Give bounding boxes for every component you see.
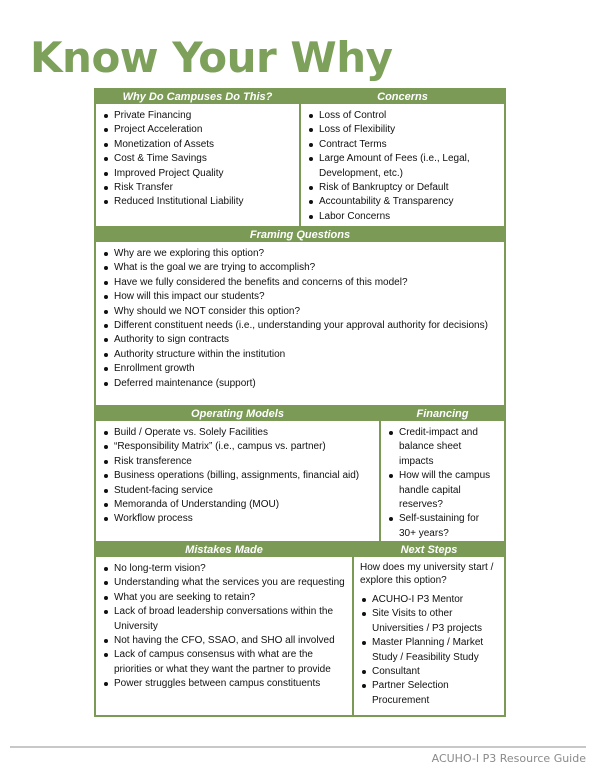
list-item: Why are we exploring this option? [114,247,498,261]
concerns-box [299,88,506,228]
footer-text: ACUHO-I P3 Resource Guide [431,752,586,765]
list-item: Risk transference [114,455,373,469]
list-item: Large Amount of Fees (i.e., Legal, Development, etc.) [319,152,498,181]
page-title: Know Your Why [30,33,393,82]
list-item: Site Visits to other Universities / P3 projects [372,607,498,636]
list-item: Lack of campus consensus with what are the priorities or what they want the partner to provide [114,648,346,677]
concerns-heading: Concerns [301,90,504,104]
list-item: Consultant [372,665,498,679]
financing-list [381,421,504,541]
list-item: Workflow process [114,512,373,526]
list-item: What you are seeking to retain? [114,591,346,605]
list-item: Self-sustaining for 30+ years? [399,512,498,541]
list-item: How will this impact our students? [114,290,498,304]
list-item: Not having the CFO, SSAO, and SHO all involved [114,634,346,648]
list-item: Authority structure within the institution [114,348,498,362]
operating-models-list [96,421,379,527]
list-item: No long-term vision? [114,562,346,576]
list-item: Lack of broad leadership conversations within the University [114,605,346,634]
framing-questions-box [94,226,506,407]
list-item: ACUHO-I P3 Mentor [372,593,498,607]
list-item: Business operations (billing, assignments, financial aid) [114,469,373,483]
framing-questions-heading: Framing Questions [96,228,504,242]
next-steps-list [354,587,504,708]
list-item: Memoranda of Understanding (MOU) [114,498,373,512]
list-item: Risk Transfer [114,181,293,195]
list-item: Power struggles between campus constituents [114,677,346,691]
list-item: Build / Operate vs. Solely Facilities [114,426,373,440]
mistakes-made-heading: Mistakes Made [96,543,352,557]
list-item: What is the goal we are trying to accomplish? [114,261,498,275]
list-item: Master Planning / Market Study / Feasibility Study [372,636,498,665]
list-item: How will the campus handle capital reserves? [399,469,498,512]
list-item: Different constituent needs (i.e., understanding your approval authority for decisions) [114,319,498,333]
next-steps-box [352,541,506,717]
list-item: Enrollment growth [114,362,498,376]
list-item: Loss of Control [319,109,498,123]
operating-models-heading: Operating Models [96,407,379,421]
list-item: Have we fully considered the benefits and concerns of this model? [114,276,498,290]
next-steps-intro: How does my university start / explore this option? [360,562,494,586]
list-item: Reduced Institutional Liability [114,195,293,209]
list-item: Accountability & Transparency [319,195,498,209]
framing-questions-list [96,242,504,391]
list-item: Deferred maintenance (support) [114,377,498,391]
financing-box [379,405,506,543]
list-item: Project Acceleration [114,123,293,137]
list-item: Risk of Bankruptcy or Default [319,181,498,195]
operating-models-box [94,405,381,543]
list-item: Loss of Flexibility [319,123,498,137]
footer-divider [10,746,586,748]
list-item: Why should we NOT consider this option? [114,305,498,319]
list-item: Cost & Time Savings [114,152,293,166]
list-item: Student-facing service [114,484,373,498]
list-item: Monetization of Assets [114,138,293,152]
list-item: Improved Project Quality [114,167,293,181]
list-item: “Responsibility Matrix” (i.e., campus vs. partner) [114,440,373,454]
list-item: Understanding what the services you are requesting [114,576,346,590]
list-item: Authority to sign contracts [114,333,498,347]
why-campuses-box [94,88,301,228]
why-campuses-list [96,104,299,210]
next-steps-heading: Next Steps [354,543,504,557]
mistakes-made-list [96,557,352,692]
financing-heading: Financing [381,407,504,421]
list-item: Contract Terms [319,138,498,152]
why-campuses-heading: Why Do Campuses Do This? [96,90,299,104]
list-item: Labor Concerns [319,210,498,224]
list-item: Private Financing [114,109,293,123]
list-item: Credit-impact and balance sheet impacts [399,426,498,469]
concerns-list [301,104,504,224]
list-item: Partner Selection Procurement [372,679,498,708]
mistakes-made-box [94,541,354,717]
